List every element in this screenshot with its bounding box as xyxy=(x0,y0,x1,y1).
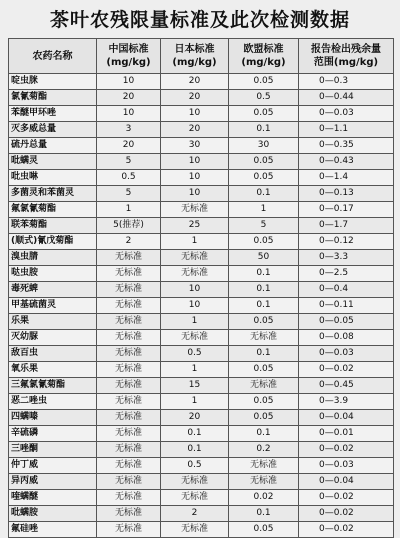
china-standard-cell: 20 xyxy=(97,90,161,106)
pesticide-name-cell: 联苯菊酯 xyxy=(9,218,97,234)
china-standard-cell: 5 xyxy=(97,154,161,170)
pesticide-name-cell: 恶二唑虫 xyxy=(9,394,97,410)
china-standard-cell: 10 xyxy=(97,74,161,90)
pesticide-name-cell: 毒死蜱 xyxy=(9,282,97,298)
china-standard-cell: 无标准 xyxy=(97,282,161,298)
table-row xyxy=(9,426,394,442)
eu-standard-cell: 0.1 xyxy=(229,282,299,298)
japan-standard-cell: 15 xyxy=(161,378,229,394)
table-row xyxy=(9,362,394,378)
table-row xyxy=(9,234,394,250)
china-standard-cell: 5(推荐) xyxy=(97,218,161,234)
detected-range-cell: 0—0.02 xyxy=(299,442,394,458)
header-text-line: 欧盟标准 xyxy=(243,44,284,55)
pesticide-name-cell: 吡虫啉 xyxy=(9,170,97,186)
detected-range-cell: 0—0.05 xyxy=(299,314,394,330)
table-row xyxy=(9,442,394,458)
eu-standard-cell: 0.05 xyxy=(229,522,299,538)
eu-standard-cell: 0.05 xyxy=(229,106,299,122)
header-text-line: (mg/kg) xyxy=(172,57,217,68)
detected-range-cell: 0—0.04 xyxy=(299,410,394,426)
eu-standard-cell: 5 xyxy=(229,218,299,234)
detected-range-cell: 0—0.11 xyxy=(299,298,394,314)
col-header-eu xyxy=(229,39,299,74)
detected-range-cell: 0—0.13 xyxy=(299,186,394,202)
detected-range-cell: 0—0.02 xyxy=(299,362,394,378)
eu-standard-cell: 0.05 xyxy=(229,74,299,90)
pesticide-name-cell: 甲基硫菌灵 xyxy=(9,298,97,314)
japan-standard-cell: 0.1 xyxy=(161,426,229,442)
pesticide-name-cell: 乐果 xyxy=(9,314,97,330)
china-standard-cell: 20 xyxy=(97,138,161,154)
table-row xyxy=(9,106,394,122)
header-row xyxy=(9,39,394,74)
table-header xyxy=(9,39,394,74)
japan-standard-cell: 10 xyxy=(161,282,229,298)
pesticide-name-cell: 氟硅唑 xyxy=(9,522,97,538)
table-row xyxy=(9,170,394,186)
china-standard-cell: 无标准 xyxy=(97,442,161,458)
pesticide-name-cell: 敌百虫 xyxy=(9,346,97,362)
table-row xyxy=(9,154,394,170)
china-standard-cell: 无标准 xyxy=(97,346,161,362)
eu-standard-cell: 0.1 xyxy=(229,426,299,442)
china-standard-cell: 无标准 xyxy=(97,330,161,346)
japan-standard-cell: 无标准 xyxy=(161,202,229,218)
pesticide-name-cell: 灭幼脲 xyxy=(9,330,97,346)
eu-standard-cell: 0.2 xyxy=(229,442,299,458)
eu-standard-cell: 0.05 xyxy=(229,170,299,186)
eu-standard-cell: 0.05 xyxy=(229,154,299,170)
japan-standard-cell: 1 xyxy=(161,314,229,330)
table-row xyxy=(9,458,394,474)
table-body xyxy=(9,74,394,538)
pesticide-name-cell: 三唑酮 xyxy=(9,442,97,458)
japan-standard-cell: 无标准 xyxy=(161,250,229,266)
table-row xyxy=(9,394,394,410)
china-standard-cell: 10 xyxy=(97,106,161,122)
china-standard-cell: 无标准 xyxy=(97,362,161,378)
residue-table xyxy=(8,38,394,538)
table-row xyxy=(9,266,394,282)
china-standard-cell: 无标准 xyxy=(97,394,161,410)
china-standard-cell: 无标准 xyxy=(97,266,161,282)
pesticide-name-cell: 苯醚甲环唑 xyxy=(9,106,97,122)
detected-range-cell: 0—0.02 xyxy=(299,506,394,522)
table-row xyxy=(9,186,394,202)
detected-range-cell: 0—1.4 xyxy=(299,170,394,186)
detected-range-cell: 0—0.01 xyxy=(299,426,394,442)
eu-standard-cell: 50 xyxy=(229,250,299,266)
detected-range-cell: 0—3.3 xyxy=(299,250,394,266)
pesticide-name-cell: 氯氰菊酯 xyxy=(9,90,97,106)
eu-standard-cell: 0.1 xyxy=(229,122,299,138)
japan-standard-cell: 10 xyxy=(161,298,229,314)
eu-standard-cell: 无标准 xyxy=(229,474,299,490)
table-row xyxy=(9,250,394,266)
col-header-detected xyxy=(299,39,394,74)
pesticide-name-cell: 哒虫胺 xyxy=(9,266,97,282)
detected-range-cell: 0—0.03 xyxy=(299,346,394,362)
detected-range-cell: 0—0.02 xyxy=(299,490,394,506)
table-row xyxy=(9,378,394,394)
table-row xyxy=(9,506,394,522)
eu-standard-cell: 0.1 xyxy=(229,186,299,202)
table-row xyxy=(9,298,394,314)
china-standard-cell: 3 xyxy=(97,122,161,138)
eu-standard-cell: 0.1 xyxy=(229,298,299,314)
japan-standard-cell: 1 xyxy=(161,362,229,378)
eu-standard-cell: 0.02 xyxy=(229,490,299,506)
detected-range-cell: 0—0.12 xyxy=(299,234,394,250)
japan-standard-cell: 0.5 xyxy=(161,458,229,474)
detected-range-cell: 0—0.4 xyxy=(299,282,394,298)
col-header-pesticide: 农药名称 xyxy=(9,39,97,74)
detected-range-cell: 0—0.08 xyxy=(299,330,394,346)
pesticide-name-cell: 氧乐果 xyxy=(9,362,97,378)
eu-standard-cell: 0.05 xyxy=(229,394,299,410)
pesticide-name-cell: 仲丁威 xyxy=(9,458,97,474)
china-standard-cell: 无标准 xyxy=(97,458,161,474)
pesticide-name-cell: 三氟氯氰菊酯 xyxy=(9,378,97,394)
table-row xyxy=(9,282,394,298)
eu-standard-cell: 无标准 xyxy=(229,378,299,394)
detected-range-cell: 0—2.5 xyxy=(299,266,394,282)
header-text-line: 报告检出残余量 xyxy=(311,44,381,55)
detected-range-cell: 0—1.1 xyxy=(299,122,394,138)
japan-standard-cell: 无标准 xyxy=(161,474,229,490)
eu-standard-cell: 0.05 xyxy=(229,234,299,250)
eu-standard-cell: 0.05 xyxy=(229,362,299,378)
table-row xyxy=(9,122,394,138)
japan-standard-cell: 20 xyxy=(161,410,229,426)
detected-range-cell: 0—0.43 xyxy=(299,154,394,170)
japan-standard-cell: 无标准 xyxy=(161,330,229,346)
japan-standard-cell: 1 xyxy=(161,234,229,250)
col-header-china xyxy=(97,39,161,74)
header-text-line: 日本标准 xyxy=(174,44,215,55)
table-row xyxy=(9,218,394,234)
detected-range-cell: 0—0.02 xyxy=(299,522,394,538)
china-standard-cell: 无标准 xyxy=(97,250,161,266)
eu-standard-cell: 无标准 xyxy=(229,458,299,474)
japan-standard-cell: 1 xyxy=(161,394,229,410)
header-text-line: 范围(mg/kg) xyxy=(313,57,379,68)
pesticide-name-cell: (顺式)氰戊菊酯 xyxy=(9,234,97,250)
china-standard-cell: 无标准 xyxy=(97,314,161,330)
pesticide-name-cell: 四螨嗪 xyxy=(9,410,97,426)
eu-standard-cell: 0.05 xyxy=(229,314,299,330)
page-title: 茶叶农残限量标准及此次检测数据 xyxy=(49,9,350,31)
pesticide-name-cell: 异丙威 xyxy=(9,474,97,490)
pesticide-name-cell: 多菌灵和苯菌灵 xyxy=(9,186,97,202)
pesticide-name-cell: 啶虫脒 xyxy=(9,74,97,90)
japan-standard-cell: 25 xyxy=(161,218,229,234)
detected-range-cell: 0—0.3 xyxy=(299,74,394,90)
detected-range-cell: 0—0.35 xyxy=(299,138,394,154)
table-row xyxy=(9,490,394,506)
japan-standard-cell: 10 xyxy=(161,170,229,186)
japan-standard-cell: 无标准 xyxy=(161,490,229,506)
eu-standard-cell: 无标准 xyxy=(229,330,299,346)
table-row xyxy=(9,474,394,490)
detected-range-cell: 0—0.03 xyxy=(299,106,394,122)
japan-standard-cell: 20 xyxy=(161,122,229,138)
eu-standard-cell: 30 xyxy=(229,138,299,154)
china-standard-cell: 无标准 xyxy=(97,298,161,314)
pesticide-name-cell: 吡螨灵 xyxy=(9,154,97,170)
china-standard-cell: 无标准 xyxy=(97,474,161,490)
eu-standard-cell: 0.1 xyxy=(229,506,299,522)
japan-standard-cell: 10 xyxy=(161,106,229,122)
pesticide-name-cell: 吡螨胺 xyxy=(9,506,97,522)
pesticide-name-cell: 硫丹总量 xyxy=(9,138,97,154)
china-standard-cell: 无标准 xyxy=(97,522,161,538)
china-standard-cell: 无标准 xyxy=(97,506,161,522)
table-row xyxy=(9,522,394,538)
pesticide-name-cell: 灭多威总量 xyxy=(9,122,97,138)
pesticide-name-cell: 氟氯氰菊酯 xyxy=(9,202,97,218)
table-row xyxy=(9,202,394,218)
china-standard-cell: 无标准 xyxy=(97,426,161,442)
detected-range-cell: 0—0.44 xyxy=(299,90,394,106)
detected-range-cell: 0—1.7 xyxy=(299,218,394,234)
pesticide-name-cell: 辛硫磷 xyxy=(9,426,97,442)
eu-standard-cell: 0.05 xyxy=(229,410,299,426)
china-standard-cell: 5 xyxy=(97,186,161,202)
table-row xyxy=(9,346,394,362)
japan-standard-cell: 2 xyxy=(161,506,229,522)
china-standard-cell: 2 xyxy=(97,234,161,250)
detected-range-cell: 0—3.9 xyxy=(299,394,394,410)
table-row xyxy=(9,314,394,330)
china-standard-cell: 无标准 xyxy=(97,378,161,394)
detected-range-cell: 0—0.17 xyxy=(299,202,394,218)
eu-standard-cell: 0.1 xyxy=(229,346,299,362)
china-standard-cell: 无标准 xyxy=(97,410,161,426)
japan-standard-cell: 10 xyxy=(161,186,229,202)
detected-range-cell: 0—0.03 xyxy=(299,458,394,474)
japan-standard-cell: 20 xyxy=(161,90,229,106)
china-standard-cell: 0.5 xyxy=(97,170,161,186)
col-header-japan xyxy=(161,39,229,74)
header-text-line: (mg/kg) xyxy=(241,57,286,68)
table-row xyxy=(9,138,394,154)
japan-standard-cell: 30 xyxy=(161,138,229,154)
table-row xyxy=(9,410,394,426)
eu-standard-cell: 0.1 xyxy=(229,266,299,282)
japan-standard-cell: 0.1 xyxy=(161,442,229,458)
japan-standard-cell: 20 xyxy=(161,74,229,90)
table-row xyxy=(9,330,394,346)
eu-standard-cell: 0.5 xyxy=(229,90,299,106)
china-standard-cell: 1 xyxy=(97,202,161,218)
header-text-line: (mg/kg) xyxy=(106,57,151,68)
japan-standard-cell: 无标准 xyxy=(161,266,229,282)
japan-standard-cell: 无标准 xyxy=(161,522,229,538)
pesticide-name-cell: 溴虫腈 xyxy=(9,250,97,266)
detected-range-cell: 0—0.04 xyxy=(299,474,394,490)
eu-standard-cell: 1 xyxy=(229,202,299,218)
japan-standard-cell: 0.5 xyxy=(161,346,229,362)
china-standard-cell: 无标准 xyxy=(97,490,161,506)
header-text-line: 中国标准 xyxy=(108,44,149,55)
japan-standard-cell: 10 xyxy=(161,154,229,170)
detected-range-cell: 0—0.45 xyxy=(299,378,394,394)
table-row xyxy=(9,74,394,90)
table-row xyxy=(9,90,394,106)
pesticide-name-cell: 喹螨醚 xyxy=(9,490,97,506)
